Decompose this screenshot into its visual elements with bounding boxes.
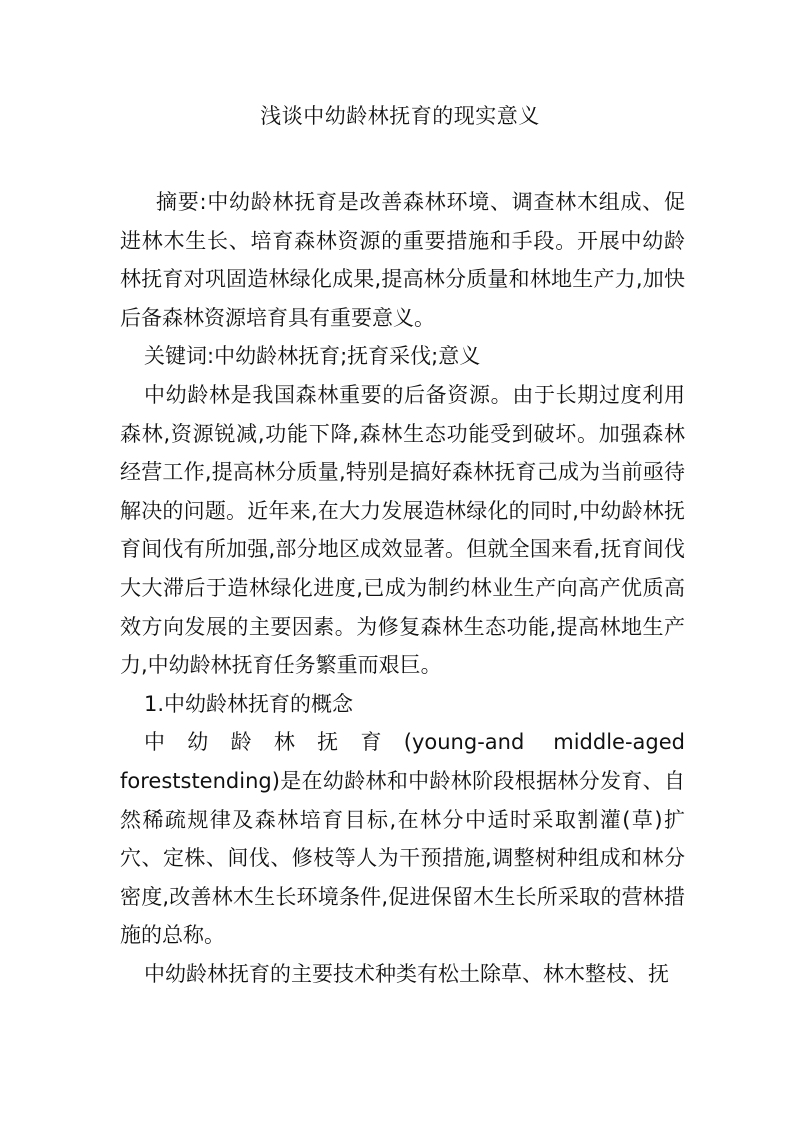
abstract-paragraph: 摘要:中幼龄林抚育是改善森林环境、调查林木组成、促进林木生长、培育森林资源的重要措施和手段。开展中幼龄林抚育对巩固造林绿化成果,提高林分质量和林地生产力,加快后备森林资源培育具有重要意义。 <box>120 190 685 330</box>
definition-paragraph: 中幼龄林抚育(young-and middle-aged foreststending)是在幼龄林和中龄林阶段根据林分发育、自然稀疏规律及森林培育目标,在林分中适时采取割灌(草)扩穴、定株、间伐、修枝等人为干预措施,调整树种组成和林分密度,改善林木生长环境条件,促进保留木生长所采取的营林措施的总称。 <box>120 730 685 948</box>
page-title: 浅谈中幼龄林抚育的现实意义 <box>260 104 540 128</box>
intro-paragraph: 中幼龄林是我国森林重要的后备资源。由于长期过度利用森林,资源锐减,功能下降,森林生态功能受到破坏。加强森林经营工作,提高林分质量,特别是搞好森林抚育己成为当前亟待解决的问题。近年来,在大力发展造林绿化的同时,中幼龄林抚育间伐有所加强,部分地区成效显著。但就全国来看,抚育间伐大大滞后于造林绿化进度,已成为制约林业生产向高产优质高效方向发展的主要因素。为修复森林生态功能,提高林地生产力,中幼龄林抚育任务繁重而艰巨。 <box>120 382 685 678</box>
keywords-paragraph: 关键词:中幼龄林抚育;抚育采伐;意义 <box>144 344 481 369</box>
document-body <box>120 183 685 993</box>
section-heading: 1.中幼龄林抚育的概念 <box>144 691 354 716</box>
techniques-paragraph: 中幼龄林抚育的主要技术种类有松土除草、林木整枝、抚 <box>144 961 669 986</box>
